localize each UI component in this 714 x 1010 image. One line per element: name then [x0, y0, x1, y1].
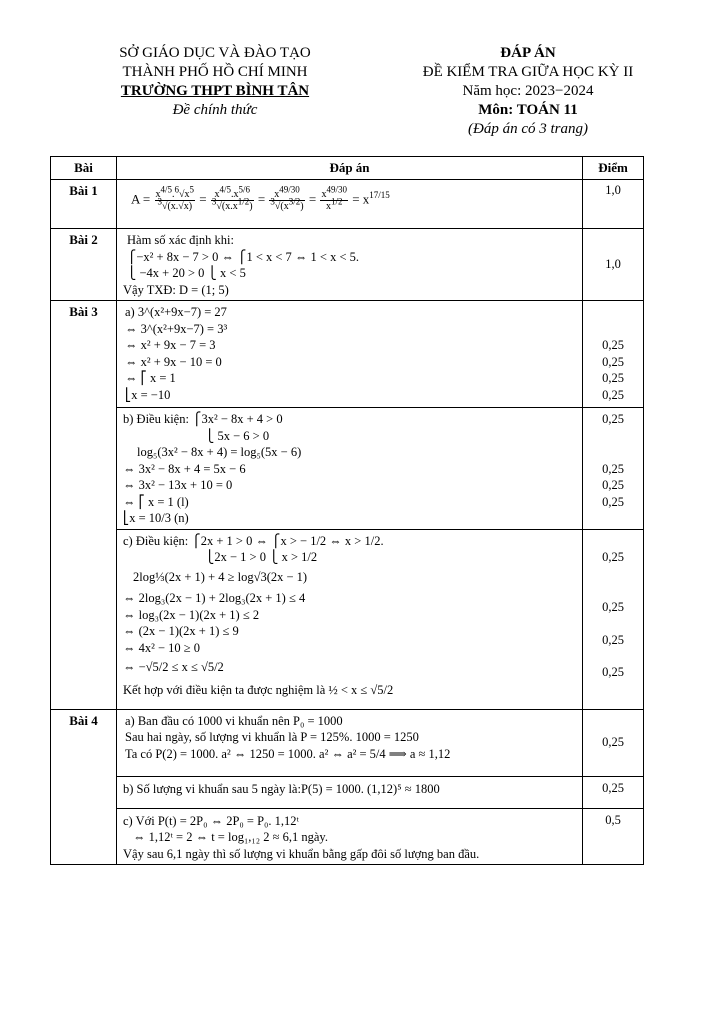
- bai3a-line5: ⇔ ⎡ x = 1: [125, 371, 176, 385]
- table-row-bai3c: [51, 529, 644, 709]
- bai3c-line8: ⇔ −√5/2 ≤ x ≤ √5/2: [123, 660, 224, 674]
- city-name: THÀNH PHỐ HỒ CHÍ MINH: [122, 64, 308, 80]
- bai3b-line2: ⎩ 5x − 6 > 0: [205, 428, 270, 443]
- bai3b-line6: ⇔ ⎡ x = 1 (l): [123, 494, 189, 509]
- bai3b-pt2: 0,25: [602, 461, 624, 476]
- bai3c-pt4: 0,25: [602, 665, 624, 679]
- bai3b-points: [583, 408, 644, 530]
- bai3b-pt4: 0,25: [602, 494, 624, 509]
- bai4b-line1: b) Số lượng vi khuẩn sau 5 ngày là:P(5) = 1000. (1,12)⁵ ≈ 1800: [123, 781, 440, 796]
- bai2-line1: Hàm số xác định khi:: [127, 233, 234, 247]
- bai3c-pt1: 0,25: [602, 549, 624, 564]
- bai3c-line7: ⇔ 4x² − 10 ≥ 0: [123, 640, 201, 655]
- header-right: [378, 44, 678, 139]
- bai3a-pt2: 0,25: [602, 354, 624, 369]
- exam-name: ĐỀ KIỂM TRA GIỮA HỌC KỲ II: [422, 64, 634, 80]
- bai4c-line1: c) Với P(t) = 2P₀ ⇔ 2P₀ = P₀. 1,12ᵗ: [123, 813, 299, 828]
- bai3b-line1: b) Điều kiện: ⎧3x² − 8x + 4 > 0: [123, 412, 283, 426]
- bai1-formula: A = $\frac{x^{4/5}.^6√x^5}{^3√(x.√x)}$ = $\frac{x^{4/5}.x^{5/6}}{^3√(x.x^{1/2})}$ = $\frac{x^{49/30}}{^3√(x^{3/2})}$ = $\frac{x^{49/30}}{x^{1/2}}$ = $x^{17/15}$: [131, 184, 390, 212]
- bai4a-line3: Ta có P(2) = 1000. a² ⇔ 1250 = 1000. a² ⇔ a² = 5/4 ⟹ a ≈ 1,12: [125, 746, 451, 761]
- bai3b-line3: log₅(3x² − 8x + 4) = log₅(5x − 6): [137, 445, 302, 459]
- bai2-label: Bài 2: [51, 229, 117, 301]
- bai3a-pt4: 0,25: [602, 387, 624, 402]
- col-header-diem: Điểm: [583, 157, 644, 180]
- table-row-bai4c: [51, 808, 644, 865]
- bai3c-line4: ⇔ 2log₃(2x − 1) + 2log₃(2x + 1) ≤ 4: [123, 591, 306, 605]
- bai3a-line4: ⇔ x² + 9x − 10 = 0: [125, 354, 222, 369]
- subject: Môn: TOÁN 11: [478, 102, 578, 118]
- bai2-answer: [117, 229, 583, 301]
- bai3b-answer: [117, 408, 583, 530]
- bai3b-pt1: 0,25: [602, 412, 624, 426]
- bai3a-line2: ⇔ 3^(x²+9x−7) = 3³: [125, 321, 228, 336]
- bai2-line3: ⎩ −4x + 20 > 0 ⎩ x < 5: [127, 266, 246, 280]
- bai3c-line3: 2log⅓(2x + 1) + 4 ≥ log√3(2x − 1): [133, 569, 308, 584]
- bai4a-points: 0,25: [583, 709, 644, 776]
- table-row-bai4b: [51, 776, 644, 808]
- bai3c-points: [583, 529, 644, 709]
- bai4a-line1: a) Ban đầu có 1000 vi khuẩn nên P₀ = 1000: [125, 713, 343, 728]
- bai3c-line5: ⇔ log₃(2x − 1)(2x + 1) ≤ 2: [123, 607, 260, 622]
- table-row-bai4a: [51, 709, 644, 776]
- bai4c-line3: Vậy sau 6,1 ngày thì số lượng vi khuẩn bằng gấp đôi số lượng ban đầu.: [123, 846, 480, 861]
- bai3c-answer: [117, 529, 583, 709]
- table-header-row: [51, 157, 644, 180]
- bai1-points: 1,0: [583, 180, 644, 229]
- bai3a-pt1: 0,25: [602, 338, 624, 352]
- bai4a-line2: Sau hai ngày, số lượng vi khuẩn là P = 125%. 1000 = 1250: [125, 730, 419, 744]
- bai3b-line5: ⇔ 3x² − 13x + 10 = 0: [123, 478, 233, 492]
- answer-table: [50, 156, 644, 865]
- doc-title: ĐÁP ÁN: [500, 45, 556, 61]
- col-header-dapan: Đáp án: [117, 157, 583, 180]
- header-left: [70, 44, 360, 120]
- bai4-label: Bài 4: [51, 709, 117, 865]
- bai2-line4: Vậy TXĐ: D = (1; 5): [123, 282, 229, 297]
- table-row-bai1: [51, 180, 644, 229]
- table-row-bai3b: [51, 408, 644, 530]
- school-name: TRƯỜNG THPT BÌNH TÂN: [120, 83, 310, 99]
- bai3b-line7: ⎣x = 10/3 (n): [123, 511, 189, 525]
- department-name: SỞ GIÁO DỤC VÀ ĐÀO TẠO: [119, 45, 311, 61]
- table-row-bai3a: [51, 301, 644, 408]
- bai3a-pt3: 0,25: [602, 371, 624, 385]
- bai2-line2: ⎧−x² + 8x − 7 > 0 ⇔ ⎧1 < x < 7 ⇔ 1 < x < 5.: [127, 249, 360, 264]
- school-year: Năm học: 2023−2024: [462, 83, 594, 99]
- bai1-answer: [117, 180, 583, 229]
- bai3a-line1: a) 3^(x²+9x−7) = 27: [125, 305, 227, 319]
- bai2-points: 1,0: [583, 229, 644, 301]
- bai3c-line1: c) Điều kiện: ⎧2x + 1 > 0 ⇔ ⎧x > − 1/2 ⇔ x > 1/2.: [123, 533, 384, 548]
- bai3a-answer: [117, 301, 583, 408]
- bai3a-line3: ⇔ x² + 9x − 7 = 3: [125, 338, 216, 352]
- bai3c-line2: ⎩2x − 1 > 0 ⎩ x > 1/2: [205, 550, 318, 564]
- page-count-note: (Đáp án có 3 trang): [468, 121, 588, 137]
- bai3c-line6: ⇔ (2x − 1)(2x + 1) ≤ 9: [123, 624, 239, 638]
- col-header-bai: Bài: [51, 157, 117, 180]
- bai3b-line4: ⇔ 3x² − 8x + 4 = 5x − 6: [123, 461, 246, 476]
- bai4c-points: 0,5: [583, 808, 644, 865]
- bai3c-pt3: 0,25: [602, 632, 624, 647]
- bai3a-line6: ⎣x = −10: [125, 387, 171, 402]
- table-row-bai2: [51, 229, 644, 301]
- bai4b-answer: [117, 776, 583, 808]
- bai3c-pt2: 0,25: [602, 600, 624, 614]
- bai4c-answer: [117, 808, 583, 865]
- bai3c-line9: Kết hợp với điều kiện ta được nghiệm là ½ < x ≤ √5/2: [123, 682, 394, 697]
- bai3b-pt3: 0,25: [602, 478, 624, 492]
- bai4a-answer: [117, 709, 583, 776]
- official-label: Đề chính thức: [172, 102, 258, 118]
- bai3a-points: [583, 301, 644, 408]
- bai4c-line2: ⇔ 1,12ᵗ = 2 ⇔ t = log₁,₁₂ 2 ≈ 6,1 ngày.: [133, 830, 328, 844]
- bai3-label: Bài 3: [51, 301, 117, 710]
- bai4b-points: 0,25: [583, 776, 644, 808]
- bai1-label: Bài 1: [51, 180, 117, 229]
